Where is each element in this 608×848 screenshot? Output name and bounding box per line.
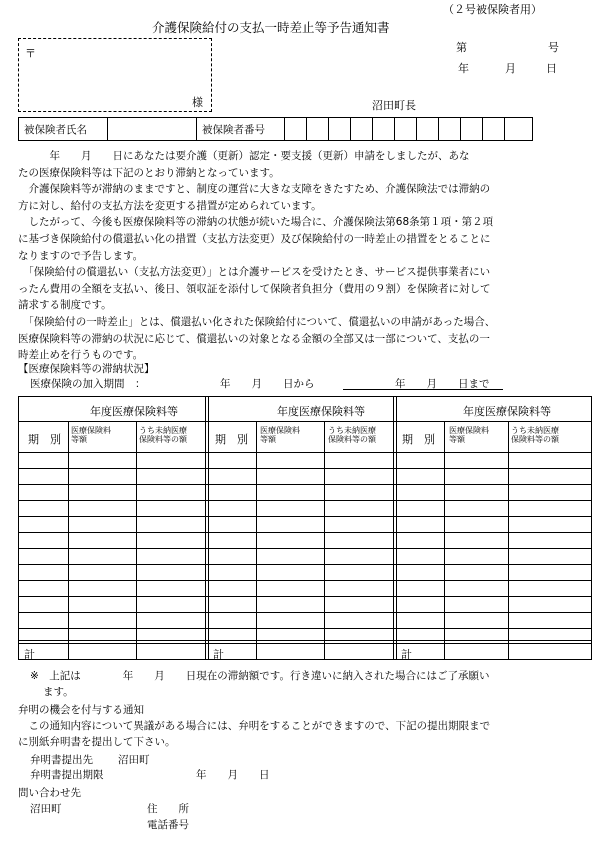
body-line: 「保険給付の償還払い（支払方法変更）」とは介護サービスを受けたとき、サービス提供事業者にい	[18, 266, 491, 279]
arrears-note: ※ 上記は 年 月 日現在の滞納額です。行き違いに納入された場合にはご了承願い	[30, 670, 490, 682]
col-unpaid-1: うち未納医療 保険料等の額	[139, 426, 187, 444]
group-header-3: 年度医療保険料等	[463, 405, 551, 418]
body-line: 「保険給付の一時差止」とは、償還払い化された保険給付について、償還払いの申請があった場合、	[18, 315, 496, 328]
insured-name-label: 被保険者氏名	[24, 124, 87, 136]
submit-to-value: 沼田町	[118, 754, 150, 766]
postal-mark: 〒	[25, 47, 36, 60]
document-title: 介護保険給付の支払一時差止等予告通知書	[152, 20, 390, 35]
enrollment-to: 年 月 日まで	[395, 378, 490, 390]
deadline-label: 弁明書提出期限	[30, 769, 104, 781]
body-line: たの医療保険料等は下記のとおり滞納となっています。	[18, 166, 280, 179]
total-label-2: 計	[213, 648, 224, 661]
inquiry-heading: 問い合わせ先	[18, 787, 81, 799]
body-line: 介護保険料等が滞納のままですと、制度の運営に大きな支障をきたすため、介護保険法では滞納の	[18, 183, 491, 196]
col-unpaid-3: うち未納医療 保険料等の額	[511, 426, 559, 444]
issue-date-day: 日	[546, 62, 557, 75]
issue-date-year: 年	[458, 62, 469, 75]
body-line: したがって、今後も医療保険料等の滞納の状態が続いた場合に、介護保険法第68条第１項・第２項	[18, 216, 494, 229]
col-premium-1: 医療保険料 等額	[71, 426, 111, 444]
insured-number-label: 被保険者番号	[202, 124, 265, 136]
total-label-1: 計	[24, 648, 35, 661]
opportunity-text: この通知内容について異議がある場合には、弁明をすることができますので、下記の提出期限まで	[18, 720, 491, 732]
opportunity-text-cont: に別紙弁明書を提出して下さい。	[18, 736, 176, 748]
insured-info-row	[18, 117, 533, 141]
group-header-1: 年度医療保険料等	[90, 405, 178, 418]
document-number-prefix: 第	[456, 41, 467, 54]
opportunity-heading: 弁明の機会を付与する通知	[18, 704, 144, 716]
body-line: 医療保険料等の滞納の状況に応じて、償還払いの対象となる金額の全部又は一部について、支払の一	[18, 332, 490, 345]
col-premium-2: 医療保険料 等額	[260, 426, 300, 444]
body-line: に基づき保険給付の償還払い化の措置（支払方法変更）及び保険給付の一時差止の措置をとることに	[18, 232, 491, 245]
col-period-2: 期 別	[215, 433, 248, 446]
group-header-2: 年度医療保険料等	[277, 405, 365, 418]
enrollment-from: 年 月 日から	[220, 378, 315, 390]
issue-date-month: 月	[505, 62, 516, 75]
total-label-3: 計	[401, 648, 412, 661]
col-period-3: 期 別	[402, 433, 435, 446]
document-number-suffix: 号	[548, 41, 559, 54]
notice-body	[18, 148, 592, 364]
honorific: 様	[192, 96, 203, 109]
deadline-date: 年 月 日	[196, 769, 270, 781]
inquiry-org: 沼田町	[30, 803, 62, 815]
body-line: 年 月 日にあなたは要介護（更新）認定・要支援（更新）申請をしましたが、あな	[18, 150, 470, 162]
body-line: 請求する制度です。	[18, 299, 112, 312]
col-period-1: 期 別	[28, 433, 61, 446]
submit-to-label: 弁明書提出先	[30, 754, 93, 766]
col-premium-3: 医療保険料 等額	[449, 426, 489, 444]
enrollment-period-label: 医療保険の加入期間 ：	[30, 378, 146, 390]
inquiry-phone-label: 電話番号	[147, 819, 189, 831]
col-unpaid-2: うち未納医療 保険料等の額	[328, 426, 376, 444]
body-line: 時差止めを行うものです。	[18, 349, 144, 362]
body-line: 方に対し、給付の支払方法を変更する措置が定められています。	[18, 199, 322, 212]
body-line: ったん費用の全額を支払い、後日、領収証を添付して保険者負担分（費用の９割）を保険者に対して	[18, 282, 491, 295]
address-box	[18, 38, 212, 112]
body-line: なりますので予告します。	[18, 249, 144, 262]
inquiry-address-label: 住 所	[147, 803, 189, 815]
arrears-note-cont: ます。	[43, 686, 74, 698]
issuer-name: 沼田町長	[372, 99, 416, 112]
arrears-heading: 【医療保険料等の滞納状況】	[18, 363, 155, 375]
insured-type-label: （２号被保険者用）	[443, 3, 542, 16]
